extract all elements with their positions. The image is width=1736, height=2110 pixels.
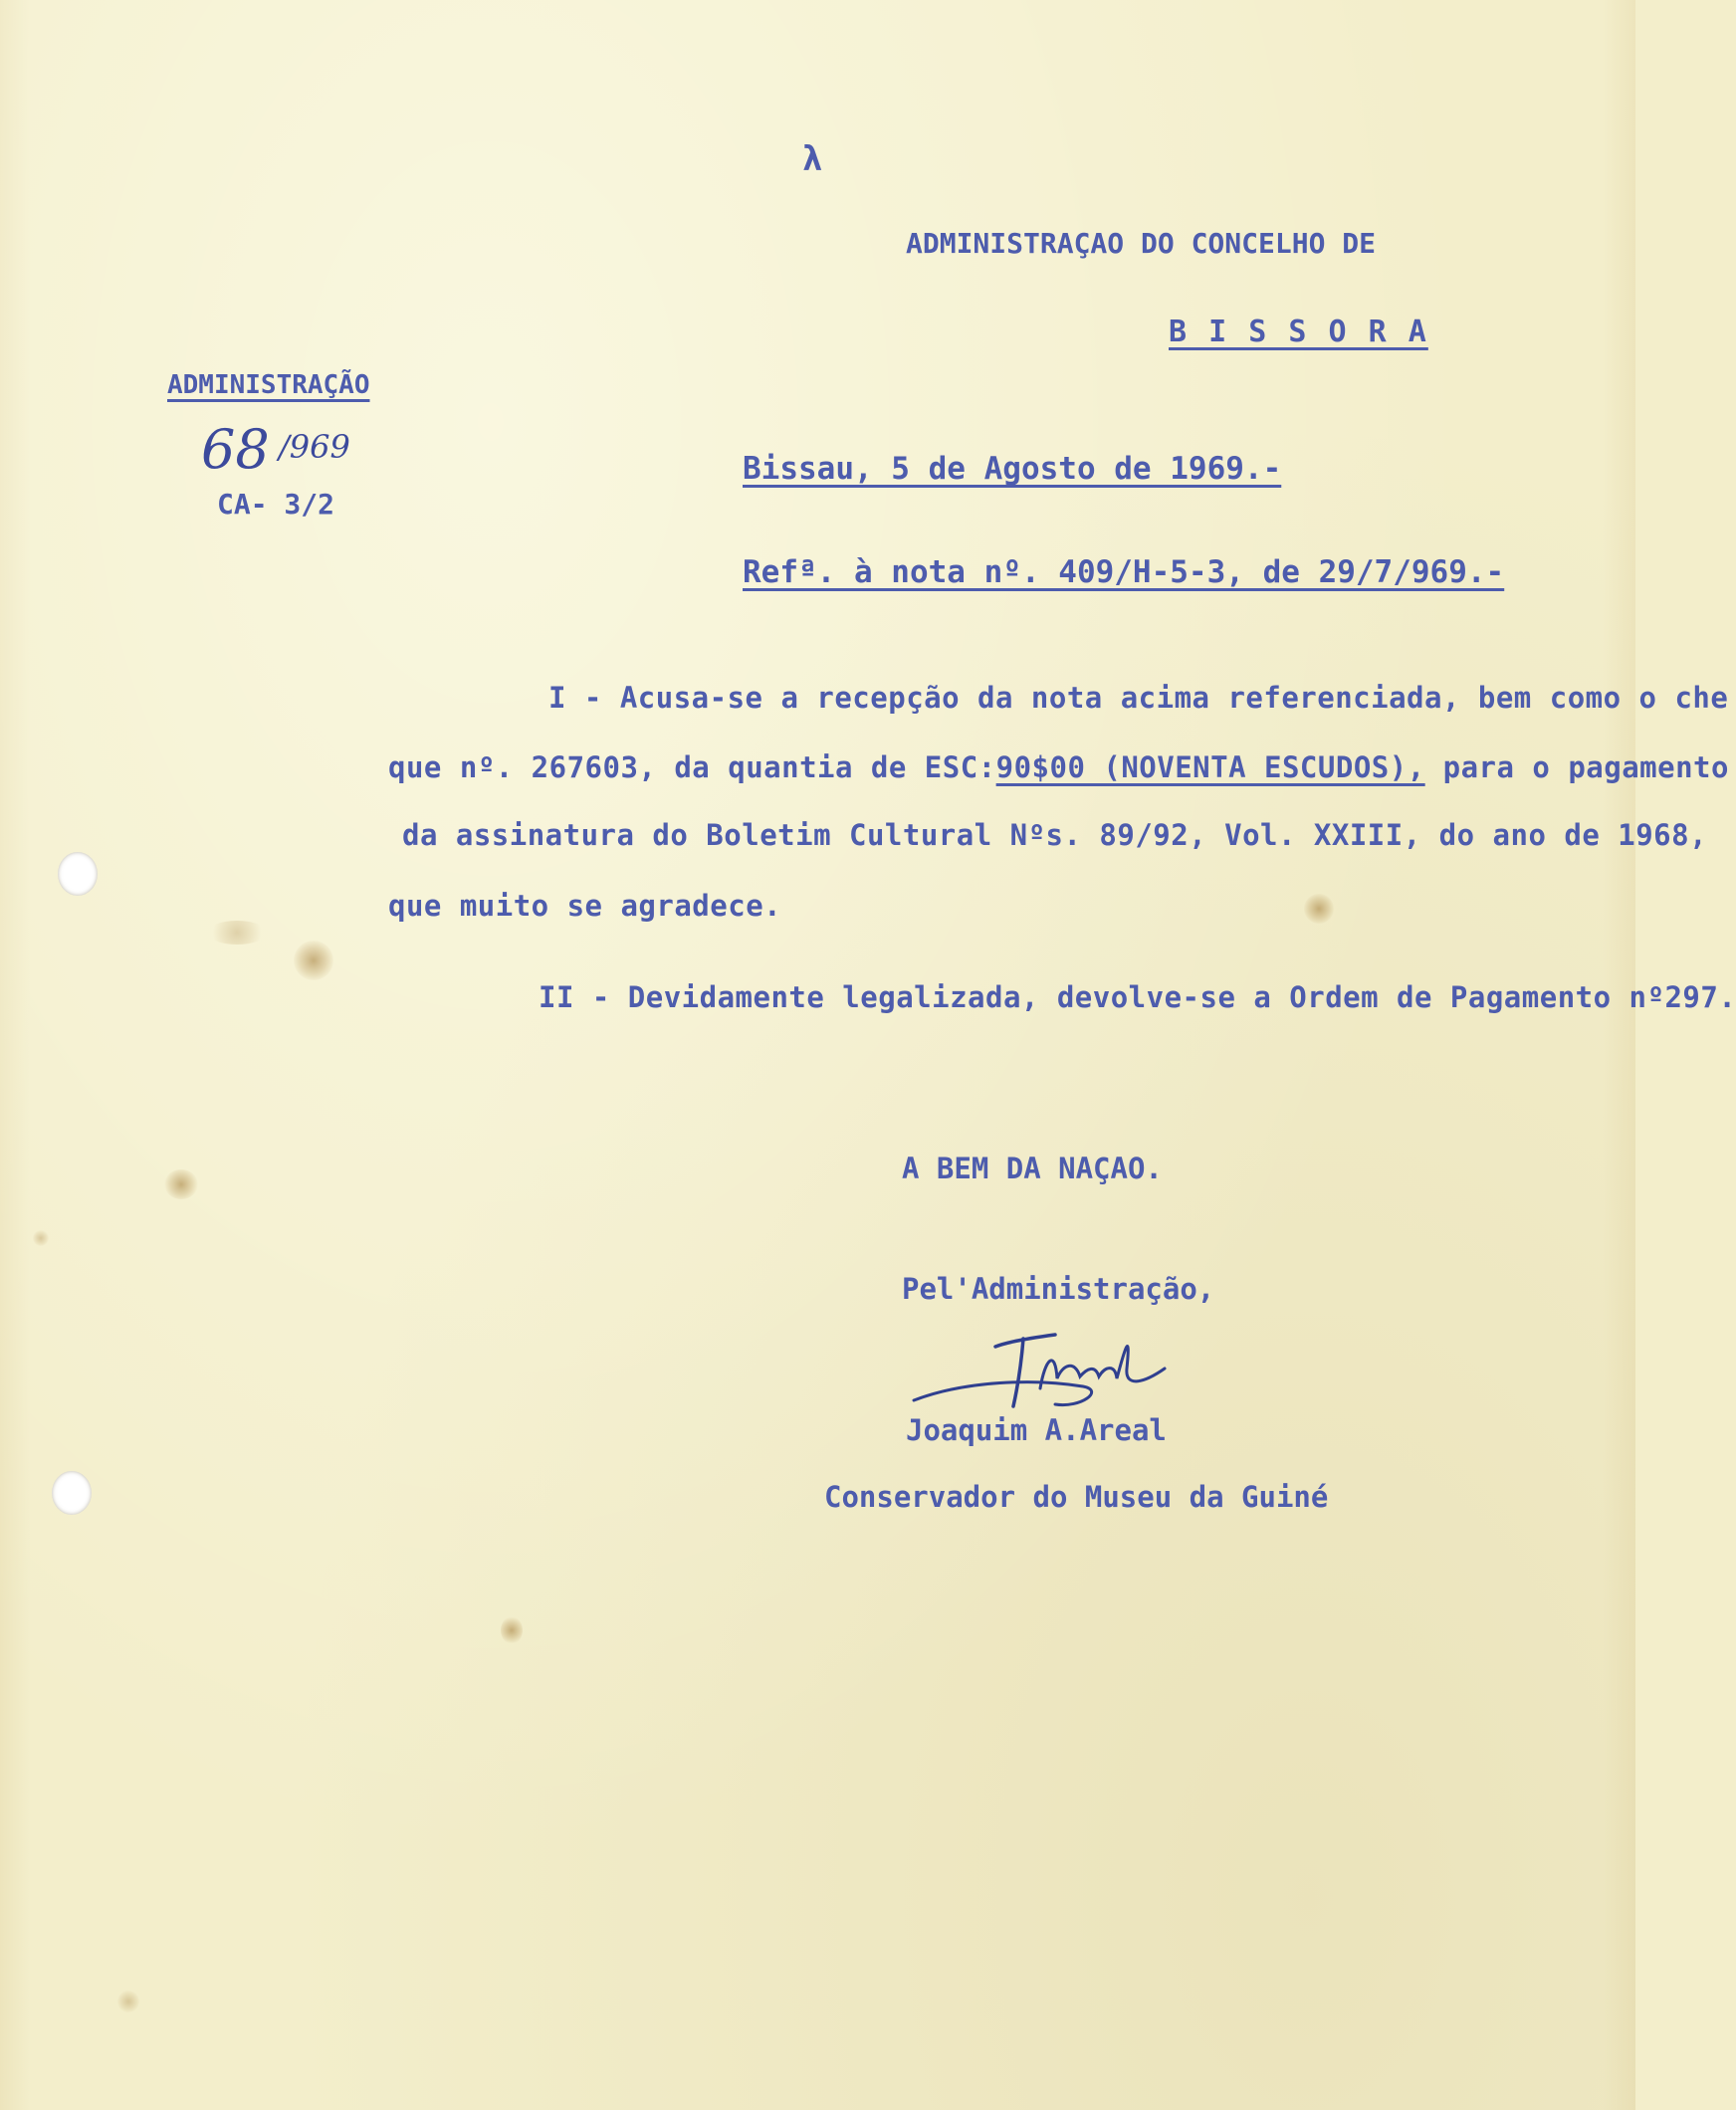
stamp-number-handwritten: 68 (201, 418, 270, 481)
paper-stain (501, 1616, 523, 1644)
recipient-line-2: B I S S O R A (1169, 315, 1428, 349)
stamp-header: ADMINISTRAÇÃO (167, 370, 370, 400)
paper-stain (207, 921, 267, 945)
punch-hole (58, 852, 98, 896)
paragraph-1-line-3: da assinatura do Boletim Cultural Nºs. 89/92, Vol. XXIII, do ano de 1968, (402, 818, 1708, 852)
signer-name: Joaquim A.Areal (906, 1413, 1167, 1447)
amount-text: 90$00 (NOVENTA ESCUDOS), (995, 750, 1425, 784)
reference-line: Refª. à nota nº. 409/H-5-3, de 29/7/969.- (743, 554, 1505, 590)
top-mark: λ (802, 139, 824, 179)
paragraph-1-line-4: que muito se agradece. (388, 889, 782, 923)
signer-title: Conservador do Museu da Guiné (824, 1480, 1329, 1514)
closing-salutation: A BEM DA NAÇAO. (902, 1152, 1163, 1185)
paragraph-1-line-2-end: para o pagamento (1424, 750, 1729, 784)
paper-stain (33, 1230, 49, 1246)
punch-hole (52, 1471, 92, 1515)
paragraph-2: II - Devidamente legalizada, devolve-se a Ordem de Pagamento nº297. (539, 980, 1736, 1014)
paper-stain (164, 1169, 198, 1199)
handwritten-signature (906, 1309, 1214, 1428)
stamp-number-suffix: /969 (279, 428, 350, 466)
recipient-line-1: ADMINISTRAÇAO DO CONCELHO DE (906, 227, 1377, 260)
paper-stain (117, 1991, 139, 2012)
paragraph-1-line-1: I - Acusa-se a recepção da nota acima referenciada, bem como o che (548, 681, 1729, 715)
closing-on-behalf: Pel'Administração, (902, 1272, 1215, 1306)
paragraph-1-line-2 (388, 750, 1729, 784)
paper-stain (294, 941, 333, 980)
stamp-code: CA- 3/2 (217, 488, 335, 521)
paper-stain (1304, 894, 1334, 924)
paragraph-1-line-2-start: que nº. 267603, da quantia de ESC: (388, 750, 996, 784)
place-date: Bissau, 5 de Agosto de 1969.- (743, 451, 1282, 487)
